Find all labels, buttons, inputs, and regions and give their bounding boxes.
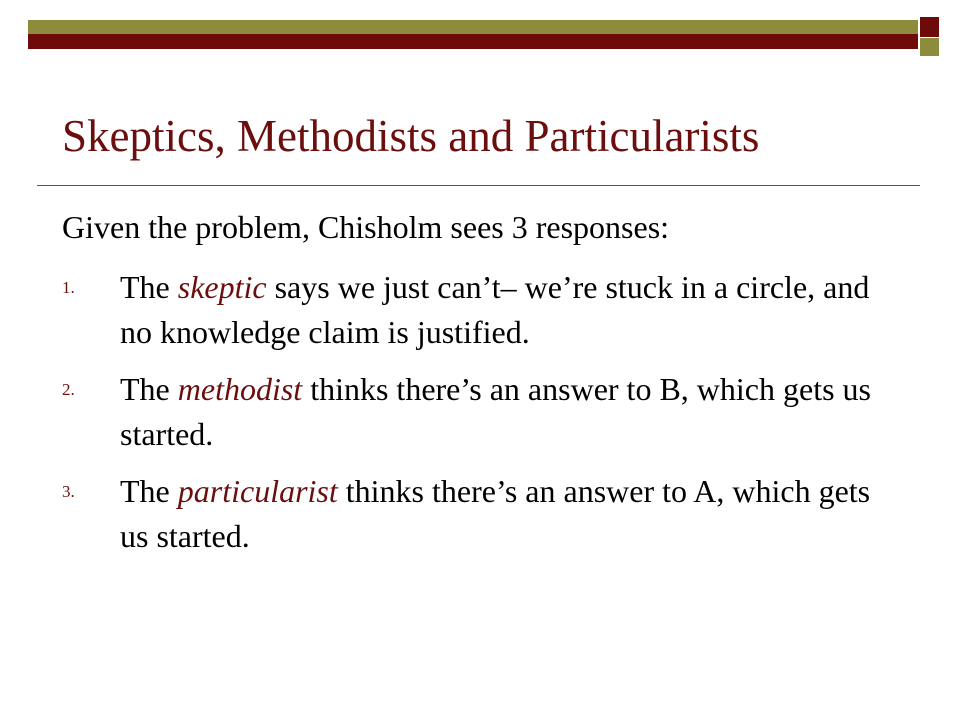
list-number: 3.: [62, 482, 75, 501]
item-text-before: The: [120, 473, 178, 509]
maroon-square: [920, 17, 939, 37]
list-item: [62, 469, 902, 559]
item-text-before: The: [120, 269, 178, 305]
item-text-after: thinks there’s an answer to A, which gets us started.: [120, 473, 871, 554]
item-emphasis: particularist: [177, 473, 338, 509]
title-divider: [37, 185, 920, 186]
list-item: [62, 265, 902, 355]
item-text-after: says we just can’t– we’re stuck in a circle, and no knowledge claim is justified.: [120, 269, 870, 350]
intro-text: Given the problem, Chisholm sees 3 responses:: [62, 209, 670, 245]
item-text-after: thinks there’s an answer to B, which gets us started.: [120, 371, 871, 452]
list-item: [62, 367, 902, 457]
item-text-before: The: [120, 371, 178, 407]
numbered-list: [62, 265, 902, 559]
list-number: 1.: [62, 278, 75, 297]
olive-square: [920, 38, 939, 56]
item-emphasis: methodist: [177, 371, 303, 407]
list-number: 2.: [62, 380, 75, 399]
olive-stripe: [28, 20, 918, 34]
slide-title: Skeptics, Methodists and Particularists: [62, 111, 760, 161]
item-emphasis: skeptic: [177, 269, 267, 305]
maroon-stripe: [28, 34, 918, 49]
